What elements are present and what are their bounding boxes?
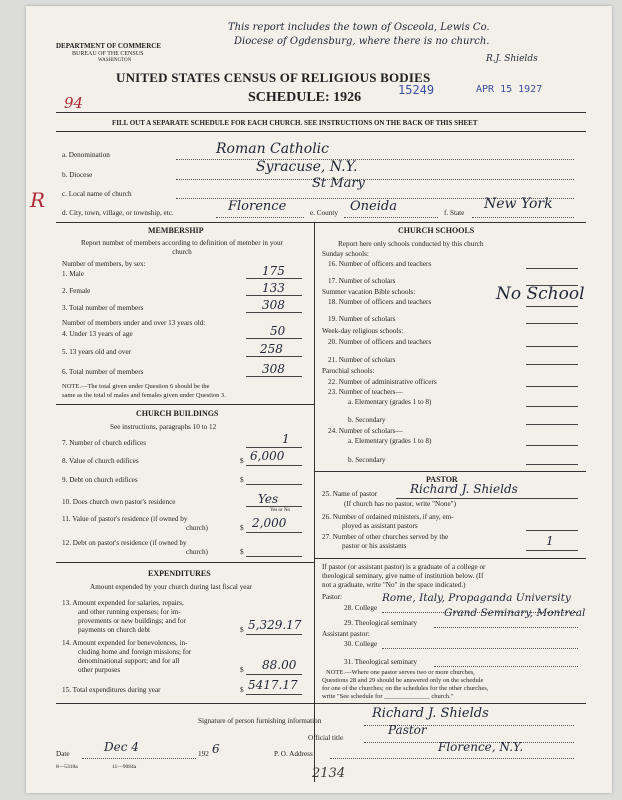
q11-label: 11. Value of pastor's residence (if owned by <box>62 515 188 523</box>
q4-value: 50 <box>270 324 286 338</box>
q5-value: 258 <box>260 342 283 356</box>
divider <box>314 558 586 559</box>
q20-label: 20. Number of officers and teachers <box>328 338 432 346</box>
q1-label: 1. Male <box>62 270 84 278</box>
print-number: 11—9084a <box>112 764 137 770</box>
date-line <box>82 758 196 759</box>
summer-label: Summer vacation Bible schools: <box>322 288 416 296</box>
q27-line1: 27. Number of other churches served by the <box>322 533 449 541</box>
q23a-label: a. Elementary (grades 1 to 8) <box>348 398 432 406</box>
pastor-note-line3: for one of the churches; on the schedules for the other churches, <box>322 685 489 692</box>
year-value: 6 <box>212 742 220 756</box>
q7-value: 1 <box>282 432 290 446</box>
q14-box <box>246 674 302 675</box>
po-address-label: P. O. Address <box>274 750 313 758</box>
divider <box>56 703 586 704</box>
q19-label: 19. Number of scholars <box>328 315 396 323</box>
q2-box <box>246 295 302 296</box>
q31-line <box>434 666 578 667</box>
membership-title: MEMBERSHIP <box>148 226 204 235</box>
weekday-label: Week-day religious schools: <box>322 327 404 335</box>
membership-note-line1: NOTE.—The total given under Question 6 should be the <box>62 383 210 390</box>
stamp-date: APR 15 1927 <box>476 84 543 95</box>
grad-note-line1: If pastor (or assistant pastor) is a graduate of a college or <box>322 563 486 571</box>
q29-line <box>434 627 578 628</box>
q11-dollar: $ <box>240 524 244 532</box>
q21-box <box>526 364 578 365</box>
membership-note-line2: same as the total of males and females given under Question 3. <box>62 392 226 399</box>
column-divider <box>314 222 315 782</box>
q19-box <box>526 323 578 324</box>
q15-box <box>246 694 302 695</box>
q26-box <box>526 530 578 531</box>
age-intro-label: Number of members under and over 13 years old: <box>62 319 206 327</box>
q16-box <box>526 268 578 269</box>
q25-box <box>396 498 578 499</box>
top-note-line1: This report includes the town of Osceola, Lewis Co. <box>228 22 490 33</box>
q13-line2: and other running expenses; for im- <box>78 608 181 616</box>
q27-line2: pastor or his assistants <box>342 542 407 550</box>
red-r-mark: R <box>30 188 46 212</box>
q15-label: 15. Total expenditures during year <box>62 686 161 694</box>
state-line <box>472 217 574 218</box>
q10-box <box>246 506 302 507</box>
date-value: Dec 4 <box>104 740 139 754</box>
expenditures-title: EXPENDITURES <box>148 569 211 578</box>
q22-label: 22. Number of administrative officers <box>328 378 437 386</box>
dept-label: DEPARTMENT OF COMMERCE <box>56 42 162 50</box>
q3-label: 3. Total number of members <box>62 304 144 312</box>
q24b-box <box>526 464 578 465</box>
q14-line1: 14. Amount expended for benevolences, in- <box>62 639 188 647</box>
q13-box <box>246 634 302 635</box>
county-label: e. County <box>310 209 338 217</box>
q6-box <box>246 376 302 377</box>
q23b-label: b. Secondary <box>348 416 386 424</box>
city-value: Florence <box>228 199 287 214</box>
buildings-title: CHURCH BUILDINGS <box>136 409 219 418</box>
q11-value: 2,000 <box>252 516 287 530</box>
official-title-label: Official title <box>308 734 344 742</box>
q13-dollar: $ <box>240 626 244 634</box>
q8-box <box>246 465 302 466</box>
no-school-note: No School <box>496 284 585 304</box>
form-number: 8—5318a <box>56 764 78 770</box>
schools-intro: Report here only schools conducted by this church <box>338 240 484 248</box>
parochial-label: Parochial schools: <box>322 367 375 375</box>
po-address-line <box>330 758 574 759</box>
pastor-note-line4: write "See schedule for ______________ church." <box>322 693 454 700</box>
pastor-title: PASTOR <box>426 475 458 484</box>
top-note-line2: Diocese of Ogdensburg, where there is no church. <box>234 36 490 47</box>
q18-box <box>526 306 578 307</box>
q30-label: 30. College <box>344 640 378 648</box>
pastor-note-line1: NOTE.—Where one pastor serves two or more churches, <box>326 669 475 676</box>
q14-line4: other purposes <box>78 666 121 674</box>
signature-value: Richard J. Shields <box>372 706 489 721</box>
by-sex-label: Number of members, by sex: <box>62 260 146 268</box>
q13-line4: payments on church debt <box>78 626 151 634</box>
q24-label: 24. Number of scholars— <box>328 427 403 435</box>
q9-dollar: $ <box>240 476 244 484</box>
sunday-label: Sunday schools: <box>322 250 369 258</box>
q16-label: 16. Number of officers and teachers <box>328 260 432 268</box>
q4-box <box>246 338 302 339</box>
q10-value: Yes <box>258 492 279 506</box>
denomination-value: Roman Catholic <box>216 141 329 157</box>
q2-label: 2. Female <box>62 287 91 295</box>
q23-label: 23. Number of teachers— <box>328 388 403 396</box>
top-note-signature: R.J. Shields <box>486 54 538 64</box>
grad-note-line3: not a graduate, write "No" in the space indicated.) <box>322 581 466 589</box>
pastor-subhead: Pastor: <box>322 593 342 601</box>
divider <box>56 112 586 113</box>
q5-label: 5. 13 years old and over <box>62 348 132 356</box>
q14-value: 88.00 <box>262 658 297 672</box>
q13-line3: provements or new buildings; and for <box>78 617 186 625</box>
bureau-label: BUREAU OF THE CENSUS <box>72 51 144 57</box>
official-title-value: Pastor <box>388 723 427 737</box>
membership-intro: Report number of members according to definition of member in your church <box>81 239 283 256</box>
q15-dollar: $ <box>240 686 244 694</box>
pastor-note-line2: Questions 28 and 29 should be answered only on the schedule <box>322 677 484 684</box>
q28-label: 28. College <box>344 604 378 612</box>
q9-label: 9. Debt on church edifices <box>62 476 138 484</box>
q26-line2: ployed as assistant pastors <box>342 522 418 530</box>
q24a-label: a. Elementary (grades 1 to 8) <box>348 437 432 445</box>
q31-label: 31. Theological seminary <box>344 658 418 666</box>
q14-line3: denominational support; and for all <box>78 657 180 665</box>
q25-hint: (If church has no pastor, write "None") <box>344 500 456 508</box>
q7-label: 7. Number of church edifices <box>62 439 147 447</box>
instruction-line: FILL OUT A SEPARATE SCHEDULE FOR EACH CHURCH. SEE INSTRUCTIONS ON THE BACK OF THIS SHEET <box>112 119 478 127</box>
assistant-subhead: Assistant pastor: <box>322 630 370 638</box>
year-prefix: 192 <box>198 750 209 758</box>
q10-label: 10. Does church own pastor's residence <box>62 498 176 506</box>
denomination-line <box>176 159 574 160</box>
q29-label: 29. Theological seminary <box>344 619 418 627</box>
divider <box>56 222 586 223</box>
q12-label: 12. Debt on pastor's residence (if owned by <box>62 539 187 547</box>
q6-label: 6. Total number of members <box>62 368 144 376</box>
divider <box>56 562 314 563</box>
schedule-title: SCHEDULE: 1926 <box>248 90 362 105</box>
bottom-number: 2134 <box>312 766 346 781</box>
denomination-label: a. Denomination <box>62 151 110 159</box>
q8-dollar: $ <box>240 457 244 465</box>
q21-label: 21. Number of scholars <box>328 356 396 364</box>
q24a-box <box>526 445 578 446</box>
q18-label: 18. Number of officers and teachers <box>328 298 432 306</box>
q14-line2: cluding home and foreign missions; for <box>78 648 192 656</box>
city-label: d. City, town, village, or township, etc. <box>62 209 174 217</box>
q4-label: 4. Under 13 years of age <box>62 330 133 338</box>
grad-note-line2: theological seminary, give name of institution below. (If <box>322 572 484 580</box>
q12-box <box>246 556 302 557</box>
q12-dollar: $ <box>240 548 244 556</box>
q25-label: 25. Name of pastor <box>322 490 378 498</box>
city-label: WASHINGTON <box>98 58 132 63</box>
date-label: Date <box>56 750 70 758</box>
city-line <box>216 217 304 218</box>
state-label: f. State <box>444 209 465 217</box>
q8-value: 6,000 <box>250 449 285 463</box>
q30-line <box>382 648 578 649</box>
q13-line1: 13. Amount expended for salaries, repairs, <box>62 599 184 607</box>
divider <box>314 471 586 472</box>
state-value: New York <box>484 196 553 212</box>
q15-value: 5417.17 <box>248 678 298 692</box>
county-value: Oneida <box>350 199 397 214</box>
stamp-number: 15249 <box>398 83 435 97</box>
church-name-value: St Mary <box>312 176 365 191</box>
q2-value: 133 <box>262 281 285 295</box>
q6-value: 308 <box>262 362 285 376</box>
q14-dollar: $ <box>240 666 244 674</box>
expenditures-sub: Amount expended by your church during last fiscal year <box>90 583 253 591</box>
diocese-value: Syracuse, N.Y. <box>256 159 358 175</box>
q28-value: Rome, Italy, Propaganda University <box>382 592 571 604</box>
q1-value: 175 <box>262 264 285 278</box>
divider <box>56 131 586 132</box>
form-title: UNITED STATES CENSUS OF RELIGIOUS BODIES <box>116 70 431 85</box>
q17-label: 17. Number of scholars <box>328 277 396 285</box>
yes-no-hint: Yes or No <box>270 508 291 513</box>
q23a-box <box>526 406 578 407</box>
signature-label: Signature of person furnishing information <box>198 717 322 725</box>
q13-value: 5,329.17 <box>248 618 302 632</box>
q27-box <box>526 550 578 551</box>
county-line <box>344 217 438 218</box>
census-form <box>26 6 612 793</box>
po-address-value: Florence, N.Y. <box>438 740 524 754</box>
q3-value: 308 <box>262 298 285 312</box>
q7-box <box>246 447 302 448</box>
q24b-label: b. Secondary <box>348 456 386 464</box>
q8-label: 8. Value of church edifices <box>62 457 139 465</box>
church-name-label: c. Local name of church <box>62 190 132 198</box>
q25-value: Richard J. Shields <box>410 482 518 496</box>
q23b-box <box>526 424 578 425</box>
q29-value: Grand Seminary, Montreal <box>444 607 586 619</box>
q27-value: 1 <box>546 534 554 548</box>
q1-box <box>246 278 302 279</box>
q9-box <box>246 484 302 485</box>
q20-box <box>526 346 578 347</box>
q12-label-cont: church) <box>186 548 208 556</box>
divider <box>56 404 314 405</box>
schools-title: CHURCH SCHOOLS <box>398 226 475 235</box>
red-number: 94 <box>64 94 84 112</box>
q22-box <box>526 386 578 387</box>
q11-label-cont: church) <box>186 524 208 532</box>
q26-line1: 26. Number of ordained ministers, if any, em- <box>322 513 454 521</box>
buildings-sub: See instructions, paragraphs 10 to 12 <box>110 423 217 431</box>
q5-box <box>246 356 302 357</box>
q3-box <box>246 312 302 313</box>
diocese-line <box>176 179 574 180</box>
q11-box <box>246 532 302 533</box>
diocese-label: b. Diocese <box>62 171 93 179</box>
